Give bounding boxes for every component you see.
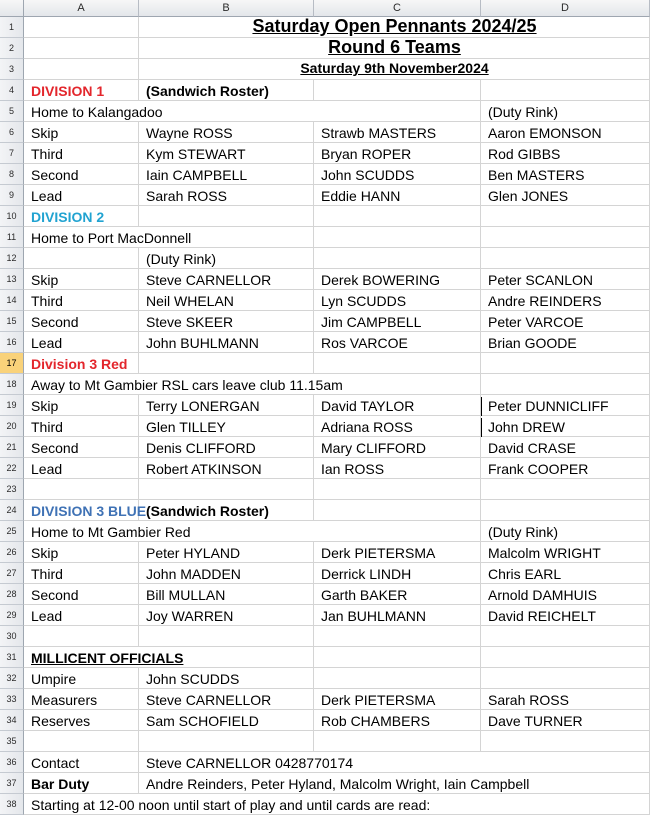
cell-text-b32: John SCUDDS	[146, 671, 240, 687]
cell-text-a32: Umpire	[31, 671, 77, 687]
sheet-title: Saturday Open Pennants 2024/25	[252, 16, 537, 36]
cell-text-c28: Garth BAKER	[321, 587, 408, 603]
cell-d17[interactable]	[481, 353, 650, 374]
cell-text-b14: Neil WHELAN	[146, 293, 234, 309]
cell-text-c33: Derk PIETERSMA	[321, 692, 436, 708]
cell-text-c19: David TAYLOR	[321, 398, 415, 414]
cell-text-a15: Second	[31, 314, 79, 330]
cell-d32[interactable]	[481, 668, 650, 689]
cell-text-a13: Skip	[31, 272, 59, 288]
cell-text-d8: Ben MASTERS	[488, 167, 585, 183]
cell-text-a38: Starting at 12-00 noon until start of play and until cards are read:	[31, 797, 431, 813]
cell-text-a36: Contact	[31, 755, 80, 771]
cell-text-a5: Home to Kalangadoo	[31, 104, 163, 120]
cell-text-b20: Glen TILLEY	[146, 419, 226, 435]
cell-text-a28: Second	[31, 587, 79, 603]
cell-text-c26: Derk PIETERSMA	[321, 545, 436, 561]
cell-c31[interactable]	[314, 647, 481, 668]
cell-text-a11: Home to Port MacDonnell	[31, 230, 192, 246]
cell-text-b29: Joy WARREN	[146, 608, 234, 624]
row-header-4[interactable]: 4	[0, 80, 24, 101]
row-header-27[interactable]: 27	[0, 563, 24, 584]
row-header-18[interactable]: 18	[0, 374, 24, 395]
cell-text-a25: Home to Mt Gambier Red	[31, 524, 191, 540]
cell-text-d6: Aaron EMONSON	[488, 125, 602, 141]
cell-text-a33: Measurers	[31, 692, 98, 708]
cell-text-a9: Lead	[31, 188, 63, 204]
cell-text-b4: (Sandwich Roster)	[146, 83, 269, 99]
cell-text-d22: Frank COOPER	[488, 461, 589, 477]
cell-c17[interactable]	[314, 353, 481, 374]
cell-text-b12: (Duty Rink)	[146, 251, 217, 267]
cell-a2[interactable]	[24, 38, 139, 59]
cell-text-c9: Eddie HANN	[321, 188, 401, 204]
cell-text-b7: Kym STEWART	[146, 146, 246, 162]
row-header-34[interactable]: 34	[0, 710, 24, 731]
row-header-6[interactable]: 6	[0, 122, 24, 143]
cell-b10[interactable]	[139, 206, 314, 227]
cell-text-a31: MILLICENT OFFICIALS	[31, 650, 184, 666]
row-header-12[interactable]: 12	[0, 248, 24, 269]
cell-d4[interactable]	[481, 80, 650, 101]
cell-text-b8: Iain CAMPBELL	[146, 167, 248, 183]
cell-text-a7: Third	[31, 146, 63, 162]
cell-text-b22: Robert ATKINSON	[146, 461, 262, 477]
cell-text-c22: Ian ROSS	[321, 461, 385, 477]
cell-text-c6: Strawb MASTERS	[321, 125, 437, 141]
row-header-20[interactable]: 20	[0, 416, 24, 437]
row-header-1[interactable]: 1	[0, 17, 24, 38]
row-header-30[interactable]: 30	[0, 626, 24, 647]
row-header-35[interactable]: 35	[0, 731, 24, 752]
cell-a1[interactable]	[24, 17, 139, 38]
cell-text-b34: Sam SCHOFIELD	[146, 713, 259, 729]
cell-text-d5: (Duty Rink)	[488, 104, 559, 120]
cell-text-c21: Mary CLIFFORD	[321, 440, 426, 456]
cell-d18[interactable]	[481, 374, 650, 395]
cell-d12[interactable]	[481, 248, 650, 269]
row-header-33[interactable]: 33	[0, 689, 24, 710]
cell-d35[interactable]	[481, 731, 650, 752]
row-header-8[interactable]: 8	[0, 164, 24, 185]
cell-text-d33: Sarah ROSS	[488, 692, 569, 708]
cell-border-line	[481, 397, 482, 416]
cell-a3[interactable]	[24, 59, 139, 80]
cell-text-d21: David CRASE	[488, 440, 576, 456]
cell-text-c15: Jim CAMPBELL	[321, 314, 422, 330]
cell-text-d19: Peter DUNNICLIFF	[488, 398, 609, 414]
row-header-9[interactable]: 9	[0, 185, 24, 206]
cell-text-a29: Lead	[31, 608, 63, 624]
cell-a12[interactable]	[24, 248, 139, 269]
cell-d23[interactable]	[481, 479, 650, 500]
row-header-38[interactable]: 38	[0, 794, 24, 815]
row-header-3[interactable]: 3	[0, 59, 24, 80]
cell-text-b24: (Sandwich Roster)	[146, 503, 269, 519]
cell-d24[interactable]	[481, 500, 650, 521]
cell-text-b16: John BUHLMANN	[146, 335, 259, 351]
cell-text-a24: DIVISION 3 BLUE	[31, 503, 147, 519]
cell-c12[interactable]	[314, 248, 481, 269]
cell-d11[interactable]	[481, 227, 650, 248]
column-header-b[interactable]: B	[139, 0, 314, 17]
cell-text-c8: John SCUDDS	[321, 167, 415, 183]
cell-b17[interactable]	[139, 353, 314, 374]
cell-text-a18: Away to Mt Gambier RSL cars leave club 11.15am	[31, 377, 343, 393]
cell-text-a16: Lead	[31, 335, 63, 351]
cell-text-b28: Bill MULLAN	[146, 587, 226, 603]
cell-text-a34: Reserves	[31, 713, 91, 729]
cell-text-a6: Skip	[31, 125, 59, 141]
row-header-37[interactable]: 37	[0, 773, 24, 794]
cell-text-d20: John DREW	[488, 419, 566, 435]
cell-text-d26: Malcolm WRIGHT	[488, 545, 601, 561]
cell-c10[interactable]	[314, 206, 481, 227]
cell-c11[interactable]	[314, 227, 481, 248]
row-header-13[interactable]: 13	[0, 269, 24, 290]
cell-text-a21: Second	[31, 440, 79, 456]
cell-text-d15: Peter VARCOE	[488, 314, 584, 330]
row-header-21[interactable]: 21	[0, 437, 24, 458]
cell-text-b27: John MADDEN	[146, 566, 241, 582]
cell-text-c13: Derek BOWERING	[321, 272, 441, 288]
row-header-15[interactable]: 15	[0, 311, 24, 332]
cell-text-d25: (Duty Rink)	[488, 524, 559, 540]
cell-c35[interactable]	[314, 731, 481, 752]
cell-text-d34: Dave TURNER	[488, 713, 583, 729]
row-header-31[interactable]: 31	[0, 647, 24, 668]
row-header-19[interactable]: 19	[0, 395, 24, 416]
cell-text-d16: Brian GOODE	[488, 335, 577, 351]
cell-a23[interactable]	[24, 479, 139, 500]
column-header-c[interactable]: C	[314, 0, 481, 17]
row-header-16[interactable]: 16	[0, 332, 24, 353]
cell-text-a10: DIVISION 2	[31, 209, 105, 225]
sheet-subtitle: Round 6 Teams	[328, 37, 461, 57]
row-header-24[interactable]: 24	[0, 500, 24, 521]
row-header-2[interactable]: 2	[0, 38, 24, 59]
cell-text-b21: Denis CLIFFORD	[146, 440, 256, 456]
row-header-25[interactable]: 25	[0, 521, 24, 542]
cell-text-a26: Skip	[31, 545, 59, 561]
cell-text-b33: Steve CARNELLOR	[146, 692, 272, 708]
cell-text-b6: Wayne ROSS	[146, 125, 233, 141]
row-header-29[interactable]: 29	[0, 605, 24, 626]
cell-c30[interactable]	[314, 626, 481, 647]
sheet-date: Saturday 9th November2024	[300, 60, 489, 76]
cell-text-d7: Rod GIBBS	[488, 146, 561, 162]
cell-text-b26: Peter HYLAND	[146, 545, 241, 561]
cell-text-c34: Rob CHAMBERS	[321, 713, 430, 729]
cell-text-a8: Second	[31, 167, 79, 183]
cell-border-line	[481, 418, 482, 437]
cell-text-b9: Sarah ROSS	[146, 188, 227, 204]
cell-text-c7: Bryan ROPER	[321, 146, 412, 162]
cell-text-b36: Steve CARNELLOR 0428770174	[146, 755, 354, 771]
row-header-10[interactable]: 10	[0, 206, 24, 227]
cell-text-d29: David REICHELT	[488, 608, 596, 624]
cell-text-c16: Ros VARCOE	[321, 335, 408, 351]
cell-text-a20: Third	[31, 419, 63, 435]
column-header-d[interactable]: D	[481, 0, 650, 17]
row-header-7[interactable]: 7	[0, 143, 24, 164]
cell-text-b13: Steve CARNELLOR	[146, 272, 272, 288]
cell-text-d28: Arnold DAMHUIS	[488, 587, 597, 603]
cell-c4[interactable]	[314, 80, 481, 101]
row-header-26[interactable]: 26	[0, 542, 24, 563]
cell-text-c14: Lyn SCUDDS	[321, 293, 407, 309]
row-header-36[interactable]: 36	[0, 752, 24, 773]
cell-text-c20: Adriana ROSS	[321, 419, 413, 435]
cell-text-d14: Andre REINDERS	[488, 293, 602, 309]
cell-text-b15: Steve SKEER	[146, 314, 234, 330]
cell-b23[interactable]	[139, 479, 314, 500]
cell-c32[interactable]	[314, 668, 481, 689]
cell-d31[interactable]	[481, 647, 650, 668]
cell-text-a22: Lead	[31, 461, 63, 477]
cell-text-b19: Terry LONERGAN	[146, 398, 260, 414]
cell-text-d13: Peter SCANLON	[488, 272, 594, 288]
cell-text-b37: Andre Reinders, Peter Hyland, Malcolm Wright, Iain Campbell	[146, 776, 530, 792]
cell-text-a17: Division 3 Red	[31, 356, 128, 372]
column-header-a[interactable]: A	[24, 0, 139, 17]
select-all-corner[interactable]	[0, 0, 24, 17]
cell-a30[interactable]	[24, 626, 139, 647]
cell-text-a19: Skip	[31, 398, 59, 414]
cell-c23[interactable]	[314, 479, 481, 500]
cell-text-c27: Derrick LINDH	[321, 566, 412, 582]
cell-c24[interactable]	[314, 500, 481, 521]
cell-text-a27: Third	[31, 566, 63, 582]
cell-text-a14: Third	[31, 293, 63, 309]
cell-text-d27: Chris EARL	[488, 566, 562, 582]
cell-text-d9: Glen JONES	[488, 188, 569, 204]
cell-text-c29: Jan BUHLMANN	[321, 608, 427, 624]
row-header-11[interactable]: 11	[0, 227, 24, 248]
cell-d10[interactable]	[481, 206, 650, 227]
cell-b35[interactable]	[139, 731, 314, 752]
row-header-17[interactable]: 17	[0, 353, 24, 374]
row-header-23[interactable]: 23	[0, 479, 24, 500]
cell-text-a4: DIVISION 1	[31, 83, 105, 99]
cell-text-a37: Bar Duty	[31, 776, 90, 792]
row-header-32[interactable]: 32	[0, 668, 24, 689]
cell-d30[interactable]	[481, 626, 650, 647]
cell-b30[interactable]	[139, 626, 314, 647]
cell-a35[interactable]	[24, 731, 139, 752]
row-header-22[interactable]: 22	[0, 458, 24, 479]
row-header-28[interactable]: 28	[0, 584, 24, 605]
row-header-5[interactable]: 5	[0, 101, 24, 122]
row-header-14[interactable]: 14	[0, 290, 24, 311]
